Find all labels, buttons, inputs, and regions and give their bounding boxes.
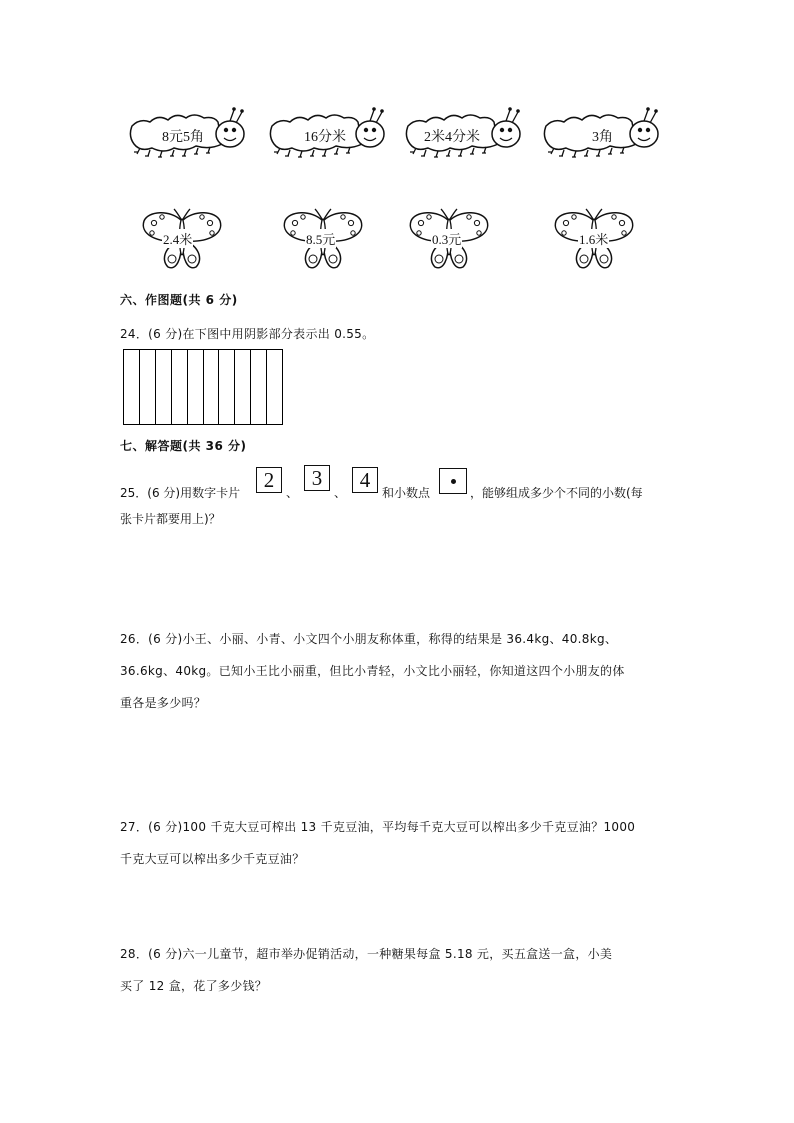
section-title: 七、解答题(共 36 分) [120,439,247,453]
dot-icon [451,479,456,484]
grid-column[interactable] [251,350,267,424]
grid-column[interactable] [140,350,156,424]
question-28 [120,938,690,1002]
question-27 [120,811,690,875]
section-title: 六、作图题(共 6 分) [120,293,238,307]
grid-column[interactable] [235,350,251,424]
grid-column[interactable] [204,350,220,424]
question-26-line2: 36.6kg、40kg。已知小王比小丽重，但比小青轻，小文比小丽轻，你知道这四个小朋友的体 [120,664,625,678]
butterfly-1 [140,207,224,271]
separator: 、 [334,486,347,500]
question-26-line1: 26．(6 分)小王、小丽、小青、小文四个小朋友称体重，称得的结果是 36.4kg、40.8kg、 [120,632,618,646]
question-26-line3: 重各是多少吗？ [120,696,207,710]
decimal-point-card [439,468,467,494]
caterpillar-4 [540,106,662,162]
digit-card: 3 [304,465,330,491]
grid-column[interactable] [124,350,140,424]
caterpillar-label: 8元5角 [162,130,204,145]
grid-column[interactable] [188,350,204,424]
question-25-suffix: ，能够组成多少个不同的小数(每 [470,486,643,500]
question-27-line2: 千克大豆可以榨出多少千克豆油？ [120,852,305,866]
digit-card: 2 [256,467,282,493]
question-26 [120,623,690,719]
caterpillar-label: 2米4分米 [424,130,480,145]
question-28-line2: 买了 12 盒，花了多少钱？ [120,979,268,993]
question-28-line1: 28．(6 分)六一儿童节，超市举办促销活动，一种糖果每盒 5.18 元，买五盒送一盒，小美 [120,947,613,961]
grid-column[interactable] [267,350,282,424]
grid-column[interactable] [219,350,235,424]
question-25-mid: 和小数点 [382,486,431,500]
digit-card: 4 [352,467,378,493]
butterfly-3 [407,207,491,271]
caterpillar-2 [266,106,388,162]
butterfly-2 [281,207,365,271]
butterfly-label: 1.6米 [578,229,609,248]
question-27-line1: 27．(6 分)100 千克大豆可榨出 13 千克豆油，平均每千克大豆可以榨出多少千克豆油？1000 [120,820,636,834]
separator: 、 [286,486,299,500]
question-25-prefix: 25．(6 分)用数字卡片 [120,486,241,500]
caterpillar-label: 16分米 [304,130,346,145]
butterfly-label: 2.4米 [162,229,193,248]
question-25-line2: 张卡片都要用上)？ [120,512,221,526]
grid-column[interactable] [172,350,188,424]
butterfly-4 [552,207,636,271]
caterpillar-3 [402,106,524,162]
butterfly-label: 0.3元 [431,229,462,248]
caterpillar-1 [126,106,248,162]
caterpillar-label: 3角 [592,130,613,145]
butterfly-label: 8.5元 [305,229,336,248]
decimal-grid[interactable] [123,349,283,425]
question-24: 24．(6 分)在下图中用阴影部分表示出 0.55。 [120,327,375,341]
grid-column[interactable] [156,350,172,424]
